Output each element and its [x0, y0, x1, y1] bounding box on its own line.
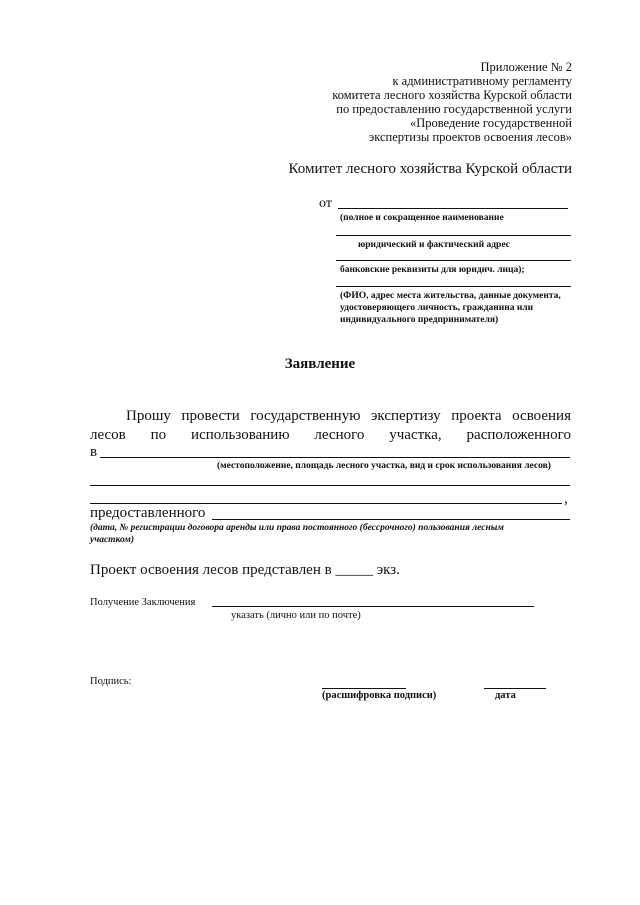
appendix-line-6: экспертизы проектов освоения лесов» — [368, 130, 572, 144]
word: участка, — [389, 427, 442, 443]
word: расположенного — [466, 427, 571, 443]
provided-hint-2: участком) — [90, 535, 135, 545]
provided-label: предоставленного — [90, 505, 206, 521]
word: лесов — [90, 427, 126, 443]
word: лесного — [314, 427, 365, 443]
signature-date-field[interactable] — [484, 688, 546, 689]
receipt-label: Получение Заключения — [90, 597, 196, 608]
signature-decode-field[interactable] — [322, 688, 406, 689]
receipt-hint: указать (лично или по почте) — [231, 610, 361, 621]
hint-person-3: индивидуального предпринимателя) — [340, 315, 499, 325]
location-field[interactable] — [100, 457, 570, 458]
appendix-header — [332, 60, 572, 144]
applicant-bank-field[interactable] — [336, 260, 571, 261]
from-label: от — [319, 196, 332, 211]
word: освоения — [512, 408, 571, 424]
copies-line — [90, 562, 400, 579]
hint-person-2: удостоверяющего личность, гражданина или — [340, 303, 534, 313]
hint-person-1: (ФИО, адрес места жительства, данные документа, — [340, 291, 561, 301]
appendix-line-5: «Проведение государственной — [409, 116, 572, 130]
signature-decode-hint: (расшифровка подписи) — [322, 690, 437, 701]
body-line-1 — [126, 408, 571, 425]
comma: , — [564, 491, 568, 507]
applicant-person-field[interactable] — [336, 286, 571, 287]
hint-address: юридический и фактический адрес — [358, 240, 510, 250]
applicant-name-field[interactable] — [338, 208, 568, 209]
appendix-line-3: комитета лесного хозяйства Курской области — [332, 88, 572, 102]
hint-name: (полное и сокращенное наименование — [340, 213, 504, 223]
word: использованию — [191, 427, 290, 443]
copies-text-before: Проект освоения лесов представлен в — [90, 562, 332, 578]
hint-bank: банковские реквизиты для юридич. лица); — [340, 265, 525, 275]
body-line-2 — [90, 427, 571, 444]
document-title: Заявление — [284, 356, 356, 372]
appendix-line-4: по предоставлению государственной услуги — [336, 102, 572, 116]
word: государственную — [250, 408, 361, 424]
copies-count-field[interactable]: _____ — [335, 562, 373, 578]
location-field-continued-2[interactable] — [90, 503, 562, 504]
applicant-address-field[interactable] — [336, 235, 571, 236]
appendix-line-1: Приложение № 2 — [480, 60, 572, 74]
signature-label: Подпись: — [90, 676, 132, 687]
addressee: Комитет лесного хозяйства Курской области — [288, 161, 572, 177]
word: Прошу — [126, 408, 171, 424]
word: проекта — [451, 408, 502, 424]
appendix-line-2: к административному регламенту — [392, 74, 572, 88]
receipt-method-field[interactable] — [212, 606, 534, 607]
location-field-continued[interactable] — [90, 485, 570, 486]
provided-hint-1: (дата, № регистрации договора аренды или права постоянного (бессрочного) пользования лесным — [90, 523, 504, 533]
location-hint: (местоположение, площадь лесного участка, вид и срок использования лесов) — [217, 461, 551, 471]
signature-date-hint: дата — [495, 690, 516, 701]
provided-field[interactable] — [212, 519, 570, 520]
location-prefix: в — [90, 444, 98, 460]
word: провести — [181, 408, 240, 424]
copies-text-after: экз. — [376, 562, 400, 578]
word: по — [150, 427, 167, 443]
word: экспертизу — [370, 408, 441, 424]
